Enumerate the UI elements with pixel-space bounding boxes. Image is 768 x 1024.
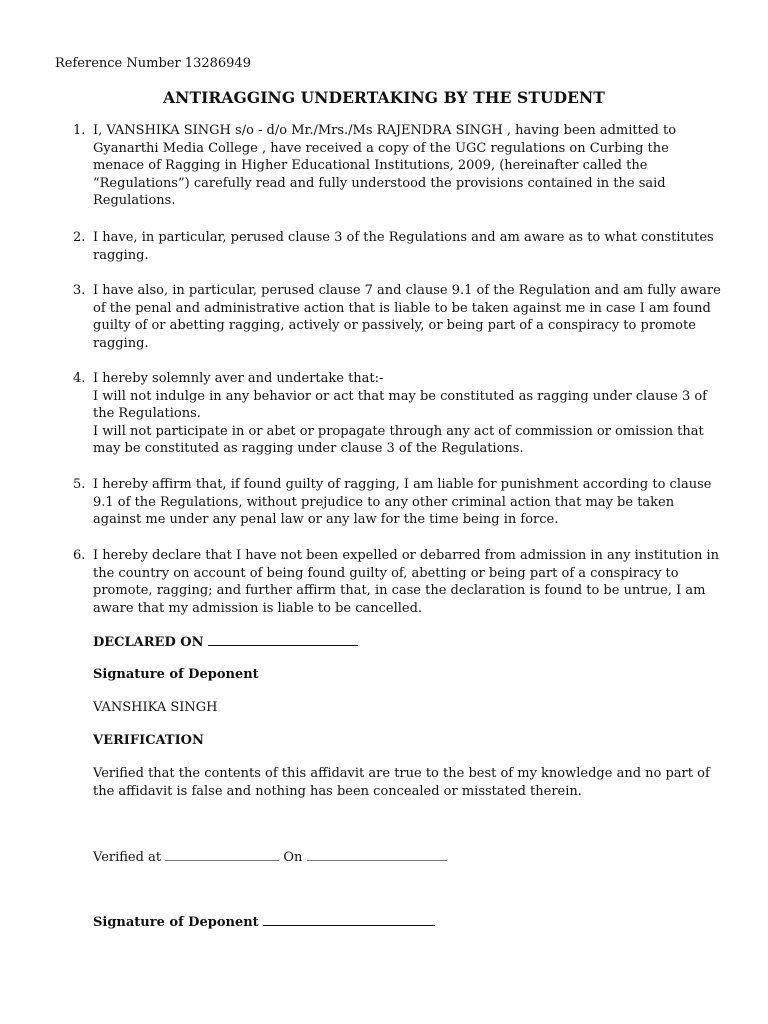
deponent-name: VANSHIKA SINGH — [93, 700, 218, 715]
signature-label: Signature of Deponent — [93, 667, 259, 682]
clause-item-3 — [73, 282, 721, 352]
verification-line: Verified that the contents of this affidavit are true to the best of my knowledge and no part of — [93, 766, 710, 781]
verified-at-place-blank[interactable] — [165, 848, 279, 861]
clause-line: “Regulations”) carefully read and fully understood the provisions contained in the said — [93, 175, 666, 191]
clause-line: guilty of or abetting ragging, actively or passively, or being part of a conspiracy to promote — [93, 318, 696, 334]
clause-line: ragging. — [93, 335, 149, 351]
clause-line: the Regulations. — [93, 406, 201, 422]
verified-at-label: Verified at — [93, 850, 162, 865]
clause-item-4 — [73, 370, 718, 458]
clause-line: the country on account of being found guilty of, abetting or being part of a conspiracy to — [93, 565, 679, 581]
verified-on-date-blank[interactable] — [307, 848, 447, 861]
on-label: On — [283, 850, 303, 865]
clause-line: I have also, in particular, perused clause 7 and clause 9.1 of the Regulation and am fully aware — [93, 283, 721, 298]
declared-on-row — [93, 633, 358, 652]
clause-item-6 — [73, 547, 720, 617]
clause-number: 5. — [73, 477, 86, 492]
clause-number: 3. — [73, 283, 86, 298]
verification-text — [93, 765, 718, 800]
clause-line: against me under any penal law or any law for the time being in force. — [93, 512, 559, 528]
clause-number: 1. — [73, 123, 86, 138]
clause-item-1 — [73, 122, 718, 210]
reference-number: Reference Number 13286949 — [55, 56, 251, 71]
clause-number: 2. — [73, 230, 86, 245]
clause-line: I hereby affirm that, if found guilty of ragging, I am liable for punishment according to clause — [93, 477, 712, 492]
clause-line: of the penal and administrative action that is liable to be taken against me in case I am found — [93, 300, 711, 316]
declared-on-date-blank[interactable] — [208, 633, 358, 646]
clause-line: I will not indulge in any behavior or act that may be constituted as ragging under clause 3 of — [93, 388, 707, 404]
verification-line: the affidavit is false and nothing has been concealed or misstated therein. — [93, 783, 582, 799]
clause-line: I have, in particular, perused clause 3 of the Regulations and am aware as to what constitutes — [93, 230, 714, 245]
clause-number: 6. — [73, 548, 86, 563]
clause-line: 9.1 of the Regulations, without prejudice to any other criminal action that may be taken — [93, 494, 675, 510]
clause-item-2 — [73, 229, 718, 264]
document-title: ANTIRAGGING UNDERTAKING BY THE STUDENT — [163, 88, 605, 107]
clause-line: aware that my admission is liable to be cancelled. — [93, 600, 423, 616]
final-signature-row — [93, 913, 435, 932]
clause-line: Gyanarthi Media College , have received a copy of the UGC regulations on Curbing the — [93, 140, 669, 156]
clause-line: I hereby declare that I have not been expelled or debarred from admission in any institution in — [93, 548, 720, 563]
final-signature-blank[interactable] — [263, 913, 435, 926]
verified-at-row — [93, 848, 447, 867]
clause-item-5 — [73, 476, 718, 529]
clause-line: Regulations. — [93, 193, 176, 209]
clause-line: may be constituted as ragging under clause 3 of the Regulations. — [93, 441, 524, 457]
final-signature-label: Signature of Deponent — [93, 915, 259, 930]
clause-number: 4. — [73, 371, 86, 386]
verification-heading: VERIFICATION — [93, 733, 204, 748]
clause-line: ragging. — [93, 247, 149, 263]
clause-line: I, VANSHIKA SINGH s/o - d/o Mr./Mrs./Ms RAJENDRA SINGH , having been admitted to — [93, 123, 677, 138]
clause-line: promote, ragging; and further affirm that, in case the declaration is found to be untrue, I am — [93, 583, 706, 599]
clause-line: I will not participate in or abet or propagate through any act of commission or omission that — [93, 423, 704, 439]
clause-line: I hereby solemnly aver and undertake that:- — [93, 371, 384, 386]
declared-on-label: DECLARED ON — [93, 635, 204, 650]
clause-line: menace of Ragging in Higher Educational Institutions, 2009, (hereinafter called the — [93, 158, 648, 174]
